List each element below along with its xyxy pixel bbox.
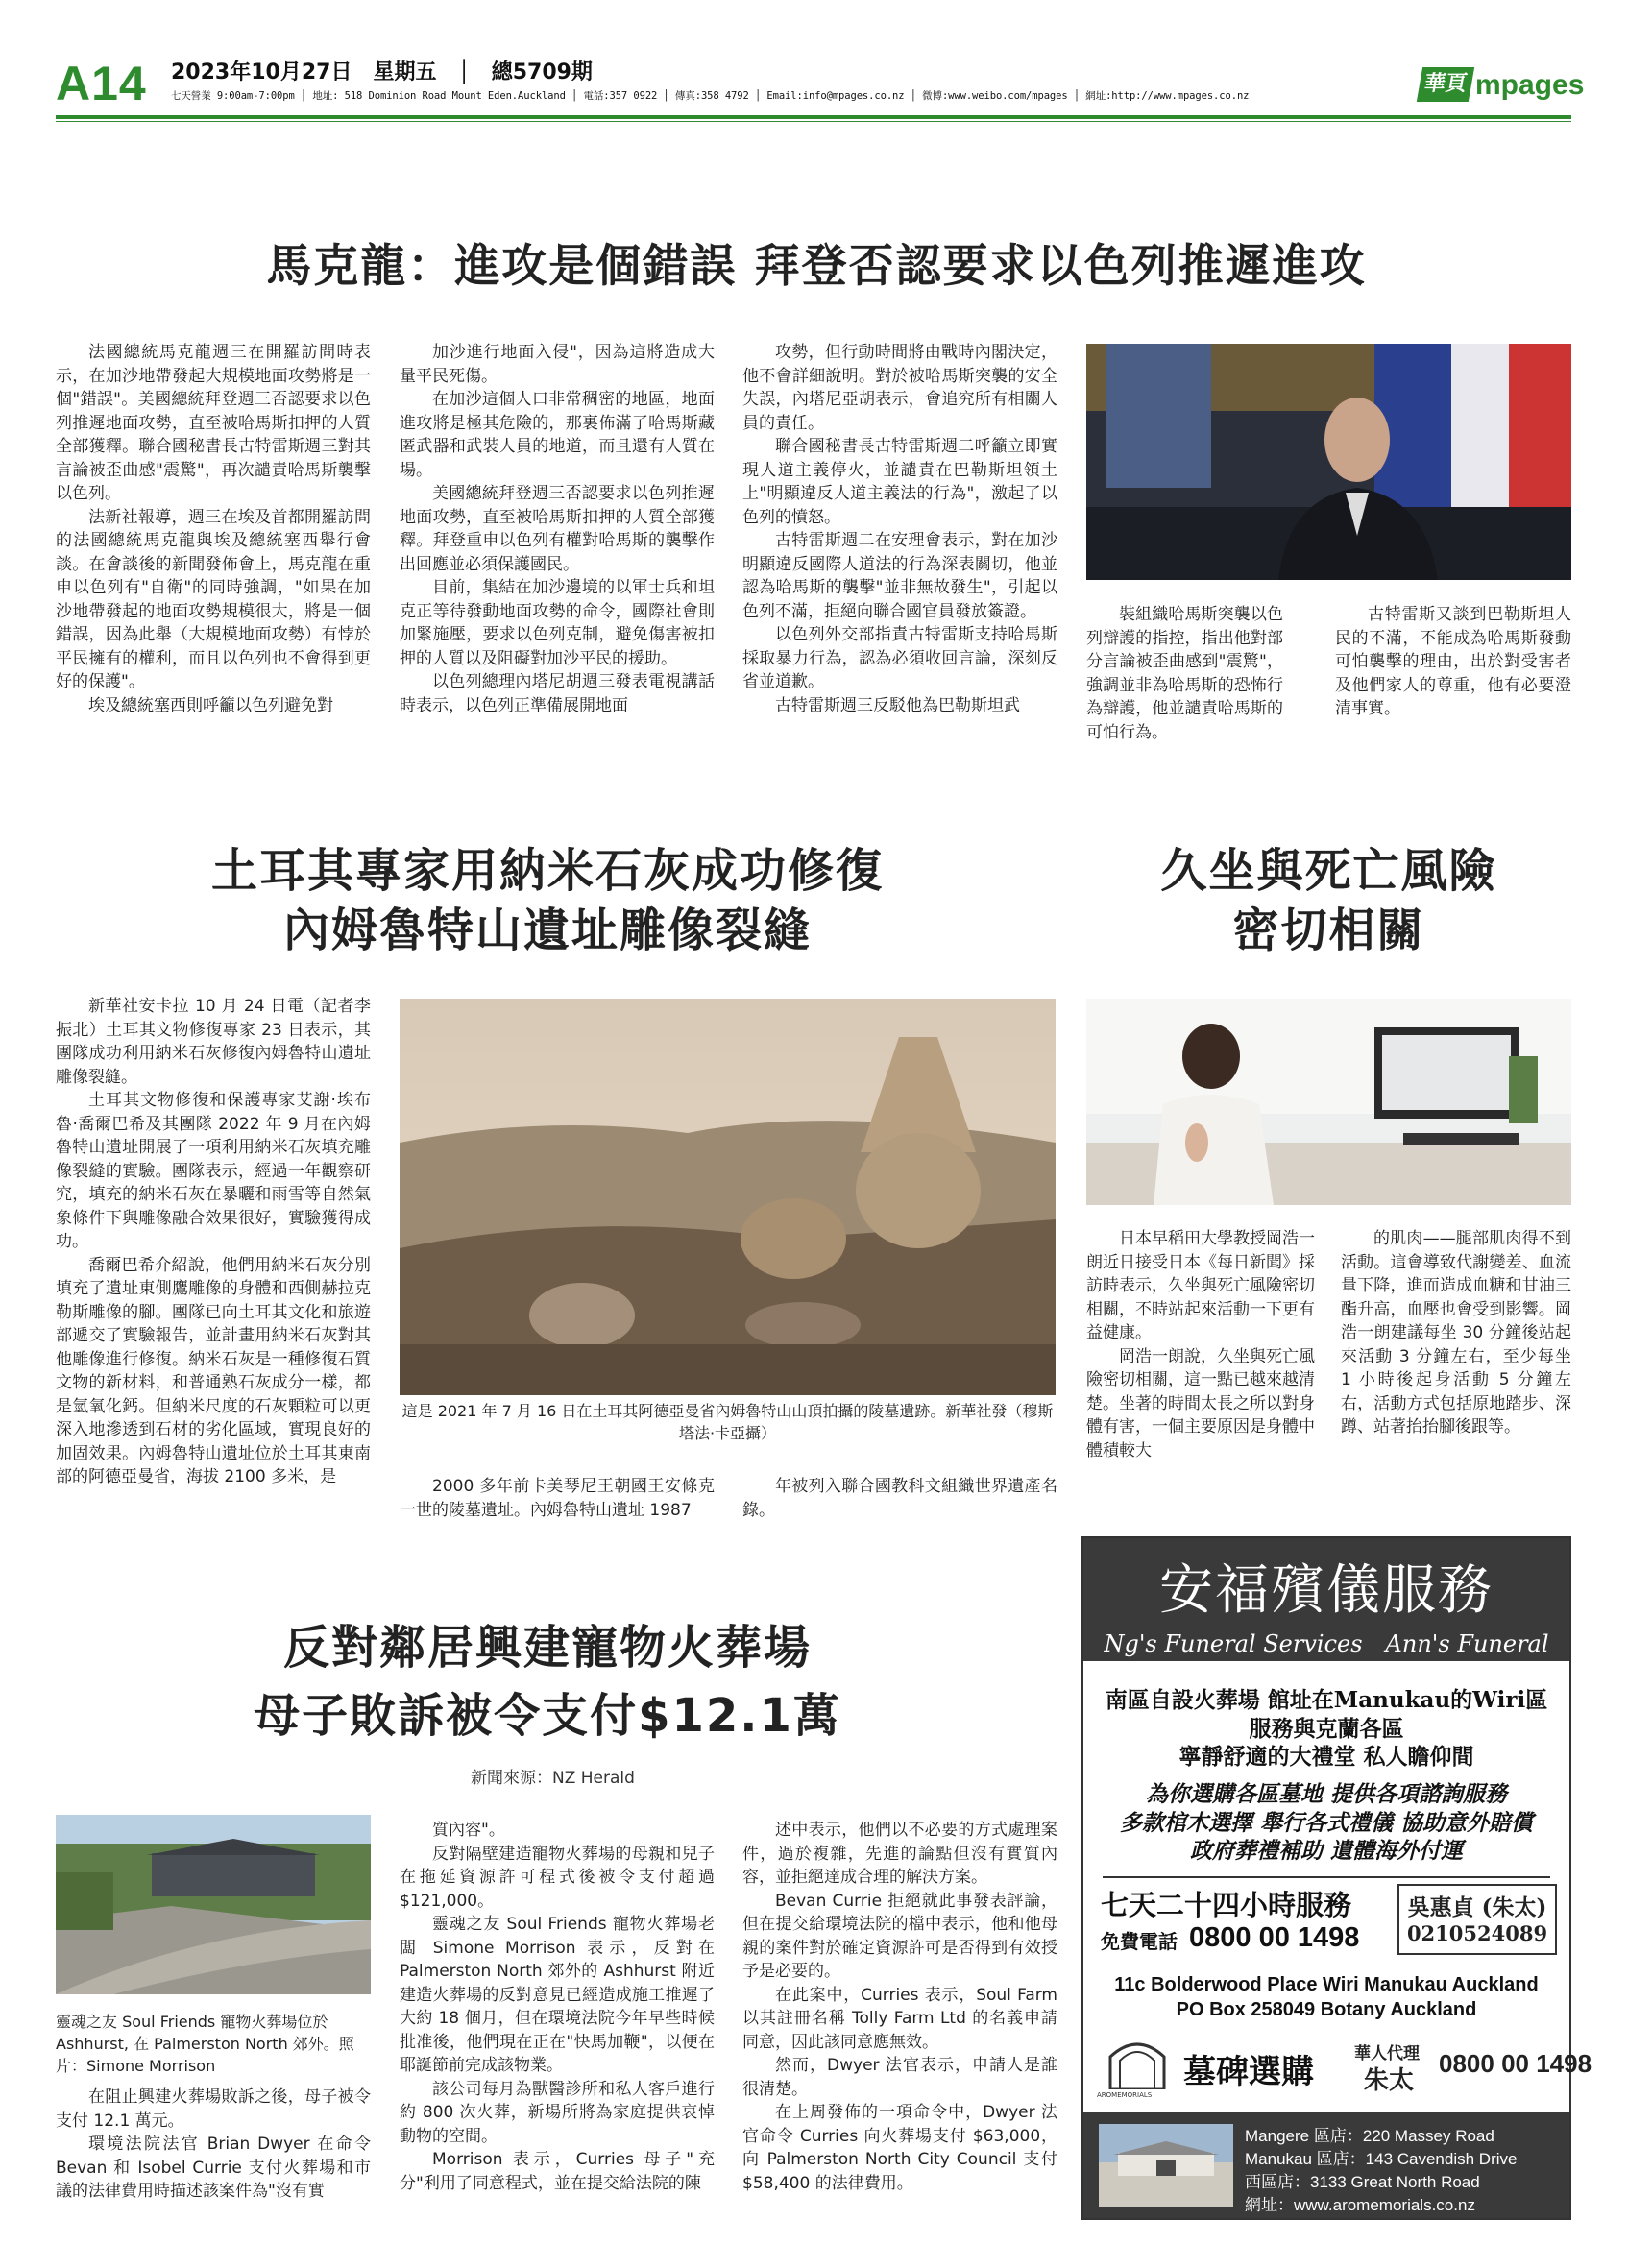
nemrut-mountain-photo — [400, 999, 1056, 1395]
ad-headstone-label: 墓碑選購 — [1183, 2053, 1314, 2091]
paragraph: 在阻止興建火葬場敗訴之後，母子被令支付 12.1 萬元。 — [56, 2087, 371, 2131]
ad-24h-service: 七天二十四小時服務 — [1101, 1889, 1352, 1921]
article4-column-1 — [56, 2086, 371, 2204]
article2-headline-line2: 內姆魯特山遺址雕像裂縫 — [282, 904, 812, 957]
ad-po-box: PO Box 258049 Botany Auckland — [1176, 1999, 1477, 2020]
paragraph: 日本早稻田大學教授岡浩一朗近日接受日本《每日新聞》採訪時表示，久坐與死亡風險密切相關，不時站起來活動一下更有益健康。 — [1086, 1229, 1315, 1342]
logo-english: mpages — [1475, 69, 1585, 101]
office-sitting-photo — [1086, 999, 1571, 1205]
article4-column-2 — [400, 1819, 715, 2195]
issue-date: 2023年10月27日 星期五 │ 總5709期 — [171, 60, 593, 84]
ad-line: 政府葬禮補助 遺體海外付運 — [1189, 1838, 1463, 1864]
article4-column-3 — [742, 1819, 1057, 2195]
paragraph: 質內容"。 — [432, 1821, 505, 1840]
mpages-logo[interactable] — [1420, 67, 1585, 106]
article2-column-1 — [56, 995, 371, 1489]
ad-contact-name: 吳惠貞 (朱太) — [1407, 1894, 1547, 1920]
paragraph: 新華社安卡拉 10 月 24 日電（記者李振北）土耳其文物修復專家 23 日表示，其團隊成功利用納米石灰修復內姆魯特山遺址雕像裂縫。 — [56, 997, 371, 1087]
funeral-services-ad[interactable] — [1081, 1536, 1592, 2220]
paragraph: 以色列總理內塔尼胡週三發表電視講話時表示，以色列正準備展開地面 — [400, 672, 715, 715]
paragraph: 古特雷斯又談到巴勒斯坦人民的不滿，不能成為哈馬斯發動可怕襲擊的理由，出於對受害者及他們家人的尊重，他有必要澄清事實。 — [1335, 605, 1571, 718]
page-number: A14 — [56, 57, 147, 110]
pet-crematorium-photo — [56, 1815, 371, 1994]
showroom-photo — [1099, 2124, 1233, 2207]
news-source: 新聞來源：NZ Herald — [471, 1769, 635, 1788]
paragraph: 埃及總統塞西則呼籲以色列避免對 — [88, 695, 333, 715]
ad-agent-label: 華人代理 — [1354, 2044, 1420, 2063]
ad-contact-phone[interactable]: 0210524089 — [1406, 1921, 1548, 1945]
paragraph: 法國總統馬克龍週三在開羅訪問時表示，在加沙地帶發起大規模地面攻勢將是一個"錯誤"。美國總統拜登週三否認要求以色列推遲地面攻勢，直至被哈馬斯扣押的人質全部獲釋。聯合國秘書長古特雷斯週三對其言論被歪曲感"震驚"，再次譴責哈馬斯襲擊以色列。 — [56, 343, 371, 503]
ad-banner — [1083, 1538, 1569, 1661]
article1-column-1 — [56, 341, 371, 717]
ad-location: 西區店：3133 Great North Road — [1245, 2173, 1480, 2191]
paragraph: 2000 多年前卡美琴尼王朝國王安條克一世的陵墓遺址。內姆魯特山遺址 1987 — [400, 1477, 715, 1520]
paragraph: 該公司每月為獸醫診所和私人客戶進行約 800 次火葬，新場所將為家庭提供哀悼動物的空間。 — [400, 2079, 715, 2146]
paragraph: 古特雷斯週三反駁他為巴勒斯坦武 — [775, 695, 1020, 715]
paragraph: 美國總統拜登週三否認要求以色列推遲地面攻勢，直至被哈馬斯扣押的人質全部獲釋。拜登重申以色列有權對哈馬斯的襲擊作出回應並必須保護國民。 — [400, 484, 715, 574]
paragraph: 環境法院法官 Brian Dwyer 在命令 Bevan 和 Isobel Currie 支付火葬場和市議的法律費用時描述該案件為"沒有實 — [56, 2135, 371, 2201]
ad-line: 服務與克蘭各區 — [1249, 1716, 1404, 1742]
article4-headline-line2: 母子敗訴被令支付$12.1萬 — [254, 1689, 841, 1743]
ad-locations-panel — [1083, 2112, 1569, 2218]
paragraph: 然而，Dwyer 法官表示，申請人是誰很清楚。 — [742, 2056, 1057, 2099]
paragraph: 述中表示，他們以不必要的方式處理案件，過於複雜，先進的論點但沒有實質內容，並拒絕達成合理的解決方案。 — [742, 1821, 1057, 1887]
ad-phone-number[interactable]: 0800 00 1498 — [1189, 1922, 1360, 1953]
paragraph: 在上周發佈的一項命令中，Dwyer 法官命令 Curries 向火葬場支付 $63,000，向 Palmerston North City Council 支付 $58,400 的法律費用。 — [742, 2103, 1057, 2193]
ad-agent-name: 朱太 — [1364, 2066, 1415, 2095]
paragraph: 年被列入聯合國教科文組織世界遺產名錄。 — [742, 1477, 1057, 1520]
paragraph: 古特雷斯週二在安理會表示，對在加沙明顯違反國際人道法的行為深表關切，他並認為哈馬斯的襲擊"並非無故發生"，引起以色列不滿，拒絕向聯合國官員發放簽證。 — [742, 531, 1057, 621]
header-rule-thin — [56, 121, 1571, 122]
nemrut-photo-caption: 這是 2021 年 7 月 16 日在土耳其阿德亞曼省內姆魯特山山頂拍攝的陵墓遺跡。新華社發（穆斯塔法·卡亞攝） — [401, 1402, 1054, 1442]
article1-column-5 — [1335, 603, 1571, 721]
paragraph: 攻勢，但行動時間將由戰時內閣決定，他不會詳細說明。對於被哈馬斯突襲的安全失誤，內塔尼亞胡表示，會追究所有相關人員的責任。 — [742, 343, 1057, 433]
article3-column-2 — [1341, 1227, 1571, 1439]
logo-chinese: 華頁 — [1417, 67, 1474, 102]
article3-column-1 — [1086, 1227, 1315, 1462]
paragraph: 目前，集結在加沙邊境的以軍士兵和坦克正等待發動地面攻勢的命令，國際社會則加緊施壓，要求以色列克制，避免傷害被扣押的人質以及阻礙對加沙平民的援助。 — [400, 578, 715, 668]
ad-location: Mangere 區店：220 Massey Road — [1245, 2127, 1494, 2145]
article1-column-2 — [400, 341, 715, 717]
article1-headline: 馬克龍：進攻是個錯誤 拜登否認要求以色列推遲進攻 — [266, 240, 1367, 293]
paragraph: 反對隔壁建造寵物火葬場的母親和兒子在拖延資源許可程式後被令支付超過 $121,000。 — [400, 1844, 715, 1911]
ad-english-name: Ng's Funeral Services Ann's Funeral — [1104, 1630, 1549, 1657]
aro-memorials-logo — [1105, 2038, 1170, 2089]
article2-headline-line1: 土耳其專家用納米石灰成功修復 — [210, 844, 884, 898]
ad-line: 南區自設火葬場 館址在Manukau的Wiri區 — [1105, 1687, 1548, 1713]
paragraph: 的肌肉——腿部肌肉得不到活動。這會導致代謝變差、血流量下降，進而造成血糖和甘油三酯升高，血壓也會受到影響。岡浩一朗建議每坐 30 分鐘後站起來活動 3 分鐘左右，至少每坐 1 小時後起身活動 5 分鐘左右，活動方式包括原地踏步、深蹲、站著抬抬腳後跟等。 — [1341, 1229, 1571, 1436]
ad-website[interactable]: 網址：www.aromemorials.co.nz — [1245, 2196, 1475, 2214]
ad-line: 多款棺木選擇 舉行各式禮儀 協助意外賠償 — [1119, 1810, 1533, 1836]
paragraph: 土耳其文物修復和保護專家艾謝·埃布魯·喬爾巴希及其團隊 2022 年 9 月在內姆魯特山遺址開展了一項利用納米石灰填充雕像裂縫的實驗。團隊表示，經過一年觀察研究，填充的納米石灰在暴曬和雨雪等自然氣象條件下與雕像融合效果很好，實驗獲得成功。 — [56, 1091, 371, 1251]
paragraph: 裝組織哈馬斯突襲以色列辯護的指控，指出他對部分言論被歪曲感到"震驚"，強調並非為哈馬斯的恐怖行為辯護，他並譴責哈馬斯的可怕行為。 — [1086, 605, 1283, 742]
article1-column-3 — [742, 341, 1057, 717]
paragraph: 在加沙這個人口非常稠密的地區，地面進攻將是極其危險的，那裏佈滿了哈馬斯藏匿武器和武裝人員的地道，而且還有人質在場。 — [400, 390, 715, 480]
ad-address: 11c Bolderwood Place Wiri Manukau Auckland — [1114, 1974, 1539, 1995]
ad-logo-text: AROMEMORIALS — [1097, 2091, 1153, 2099]
ad-contact-box — [1397, 1884, 1557, 1955]
article3-headline-line2: 密切相關 — [1232, 904, 1425, 957]
ad-company-name: 安福殯儀服務 — [1159, 1559, 1494, 1622]
article2-column-2 — [400, 1475, 715, 1522]
ad-divider — [1103, 1876, 1550, 1878]
ad-location: Manukau 區店：143 Cavendish Drive — [1245, 2150, 1518, 2168]
header-rule — [56, 115, 1571, 119]
ad-line: 寧靜舒適的大禮堂 私人瞻仰間 — [1178, 1744, 1474, 1770]
macron-photo — [1086, 344, 1571, 580]
contact-info-bar: 七天營業 9:00am-7:00pm │ 地址: 518 Dominion Road Mount Eden.Auckland │ 電話:357 0922 │ 傳真:358 4792 │ Email:info@mpages.co.nz │ 微博:www.weibo.com/mpages │ 網址:http://www.mpages.co.nz — [171, 90, 1250, 102]
paragraph: 法新社報導，週三在埃及首都開羅訪問的法國總統馬克龍與埃及總統塞西舉行會談。在會談後的新聞發佈會上，馬克龍在重申以色列有"自衛"的同時強調，"如果在加沙地帶發起的地面攻勢規模很大，將是一個錯誤，因為此舉（大規模地面攻勢）有悖於平民擁有的權利，而且以色列也不會得到更好的保護"。 — [56, 507, 371, 691]
paragraph: Bevan Currie 拒絕就此事發表評論，但在提交給環境法院的檔中表示，他和他母親的案件對於確定資源許可是否得到有效授予是必要的。 — [742, 1891, 1057, 1981]
paragraph: 喬爾巴希介紹說，他們用納米石灰分別填充了遺址東側鷹雕像的身體和西側赫拉克勒斯雕像的腳。團隊已向土耳其文化和旅遊部遞交了實驗報告，並計畫用納米石灰對其他雕像進行修復。納米石灰是一種修復石質文物的新材料，和普通熟石灰成分一樣，都是氫氧化鈣。但納米尺度的石灰顆粒可以更深入地滲透到石材的劣化區域，實現良好的加固效果。內姆魯特山遺址位於土耳其東南部的阿德亞曼省，海拔 2100 多米，是 — [56, 1255, 371, 1486]
article3-headline-line1: 久坐與死亡風險 — [1160, 844, 1497, 898]
ad-headstone-phone[interactable]: 0800 00 1498 — [1439, 2049, 1592, 2078]
paragraph: 在此案中，Curries 表示，Soul Farm 以其註冊名稱 Tolly Farm Ltd 的名義申請同意，因此該同意應無效。 — [742, 1985, 1057, 2052]
article1-column-4 — [1086, 603, 1283, 744]
paragraph: 以色列外交部指責古特雷斯支持哈馬斯採取暴力行為，認為必須收回言論，深刻反省並道歉。 — [742, 625, 1057, 691]
paragraph: Morrison 表示，Curries 母子"充分"利用了同意程式，並在提交給法院的陳 — [400, 2150, 715, 2193]
article2-column-3 — [742, 1475, 1057, 1522]
crematorium-photo-caption: 靈魂之友 Soul Friends 寵物火葬場位於 Ashhurst, 在 Palmerston North 郊外。照片：Simone Morrison — [56, 2013, 354, 2075]
article4-headline-line1: 反對鄰居興建寵物火葬場 — [282, 1621, 812, 1675]
ad-free-call-label: 免費電話 — [1101, 1930, 1178, 1953]
paragraph: 加沙進行地面入侵"，因為這將造成大量平民死傷。 — [400, 343, 715, 386]
ad-line: 為你選購各區墓地 提供各項諮詢服務 — [1145, 1781, 1507, 1807]
paragraph: 靈魂之友 Soul Friends 寵物火葬場老闆 Simone Morrison 表示，反對在 Palmerston North 郊外的 Ashhurst 附近建造火葬場的反對意見已經造成施工推遲了大約 18 個月，但在環境法院今年早些時候批准後，他們現在正在"快馬加鞭"，以便在耶誕節前完成該物業。 — [400, 1915, 715, 2075]
paragraph: 聯合國秘書長古特雷斯週二呼籲立即實現人道主義停火，並譴責在巴勒斯坦領土上"明顯違反人道主義法的行為"，激起了以色列的憤怒。 — [742, 437, 1057, 527]
paragraph: 岡浩一朗說，久坐與死亡風險密切相關，這一點已越來越清楚。坐著的時間太長之所以對身體有害，一個主要原因是身體中體積較大 — [1086, 1346, 1315, 1460]
